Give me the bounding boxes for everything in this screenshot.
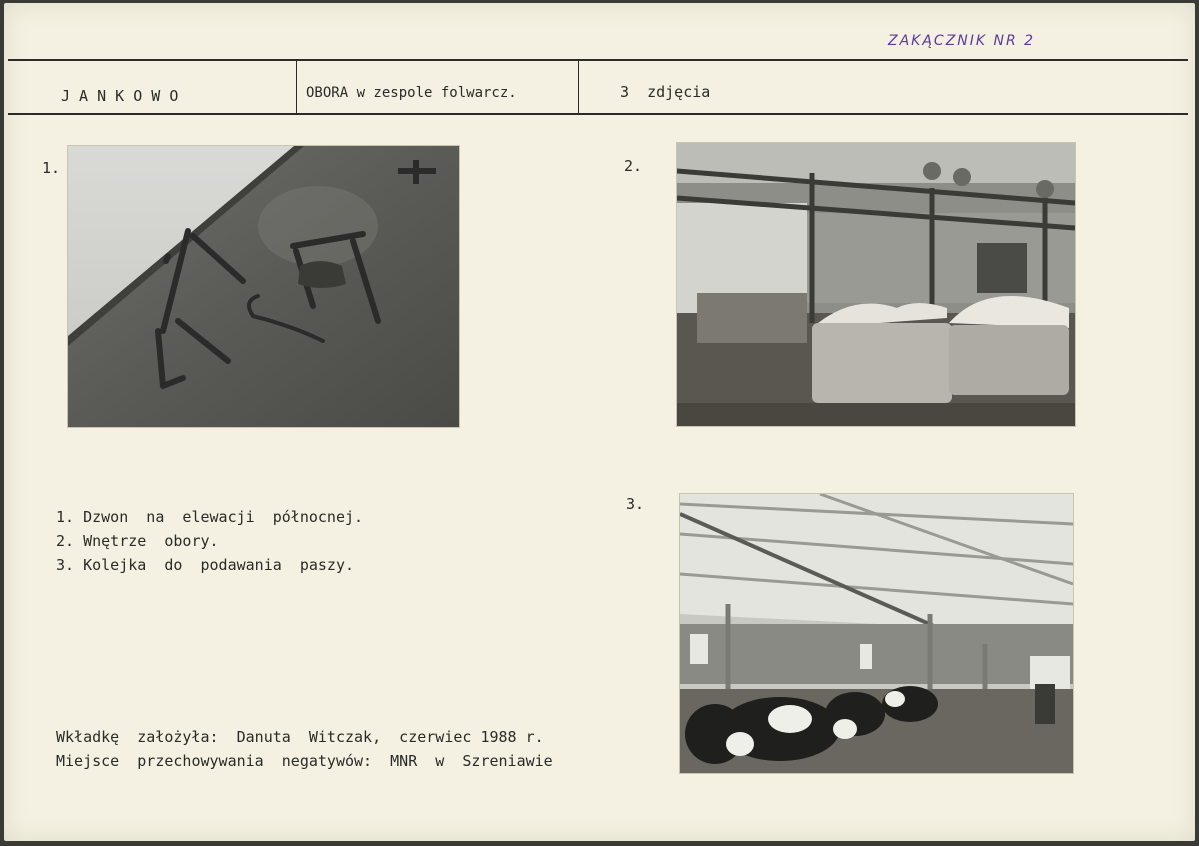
photo-number-2: 2. [624,157,643,175]
photo-barn-interior [677,143,1075,426]
photo-captions [56,505,363,577]
photo-bell-north-elevation [68,146,459,427]
header-photo-count: 3 zdjęcia [620,83,711,101]
caption-2: 2. Wnętrze obory. [56,532,219,550]
header-top-rule [8,59,1188,61]
header-divider-1 [296,60,297,113]
caption-1: 1. Dzwon na elewacji północnej. [56,508,364,526]
bell-photo-image [68,146,459,427]
header-object: OBORA w zespole folwarcz. [306,85,517,101]
record-footer [56,725,553,773]
annex-label: ZAKĄCZNIK NR 2 [888,33,1036,49]
feed-rail-image [680,494,1073,773]
footer-author-line: Wkładkę założyła: Danuta Witczak, czerwiec 1988 r. [56,728,544,746]
header-place: J A N K O W O [61,87,179,105]
footer-negatives-location: Miejsce przechowywania negatywów: MNR w Szreniawie [56,752,553,770]
header-divider-2 [578,60,579,113]
photo-number-3: 3. [626,495,645,513]
caption-3: 3. Kolejka do podawania paszy. [56,556,355,574]
header-bottom-rule [8,113,1188,115]
photo-feed-rail [680,494,1073,773]
record-card [4,3,1195,841]
photo-number-1: 1. [42,159,61,177]
barn-interior-image [677,143,1075,426]
